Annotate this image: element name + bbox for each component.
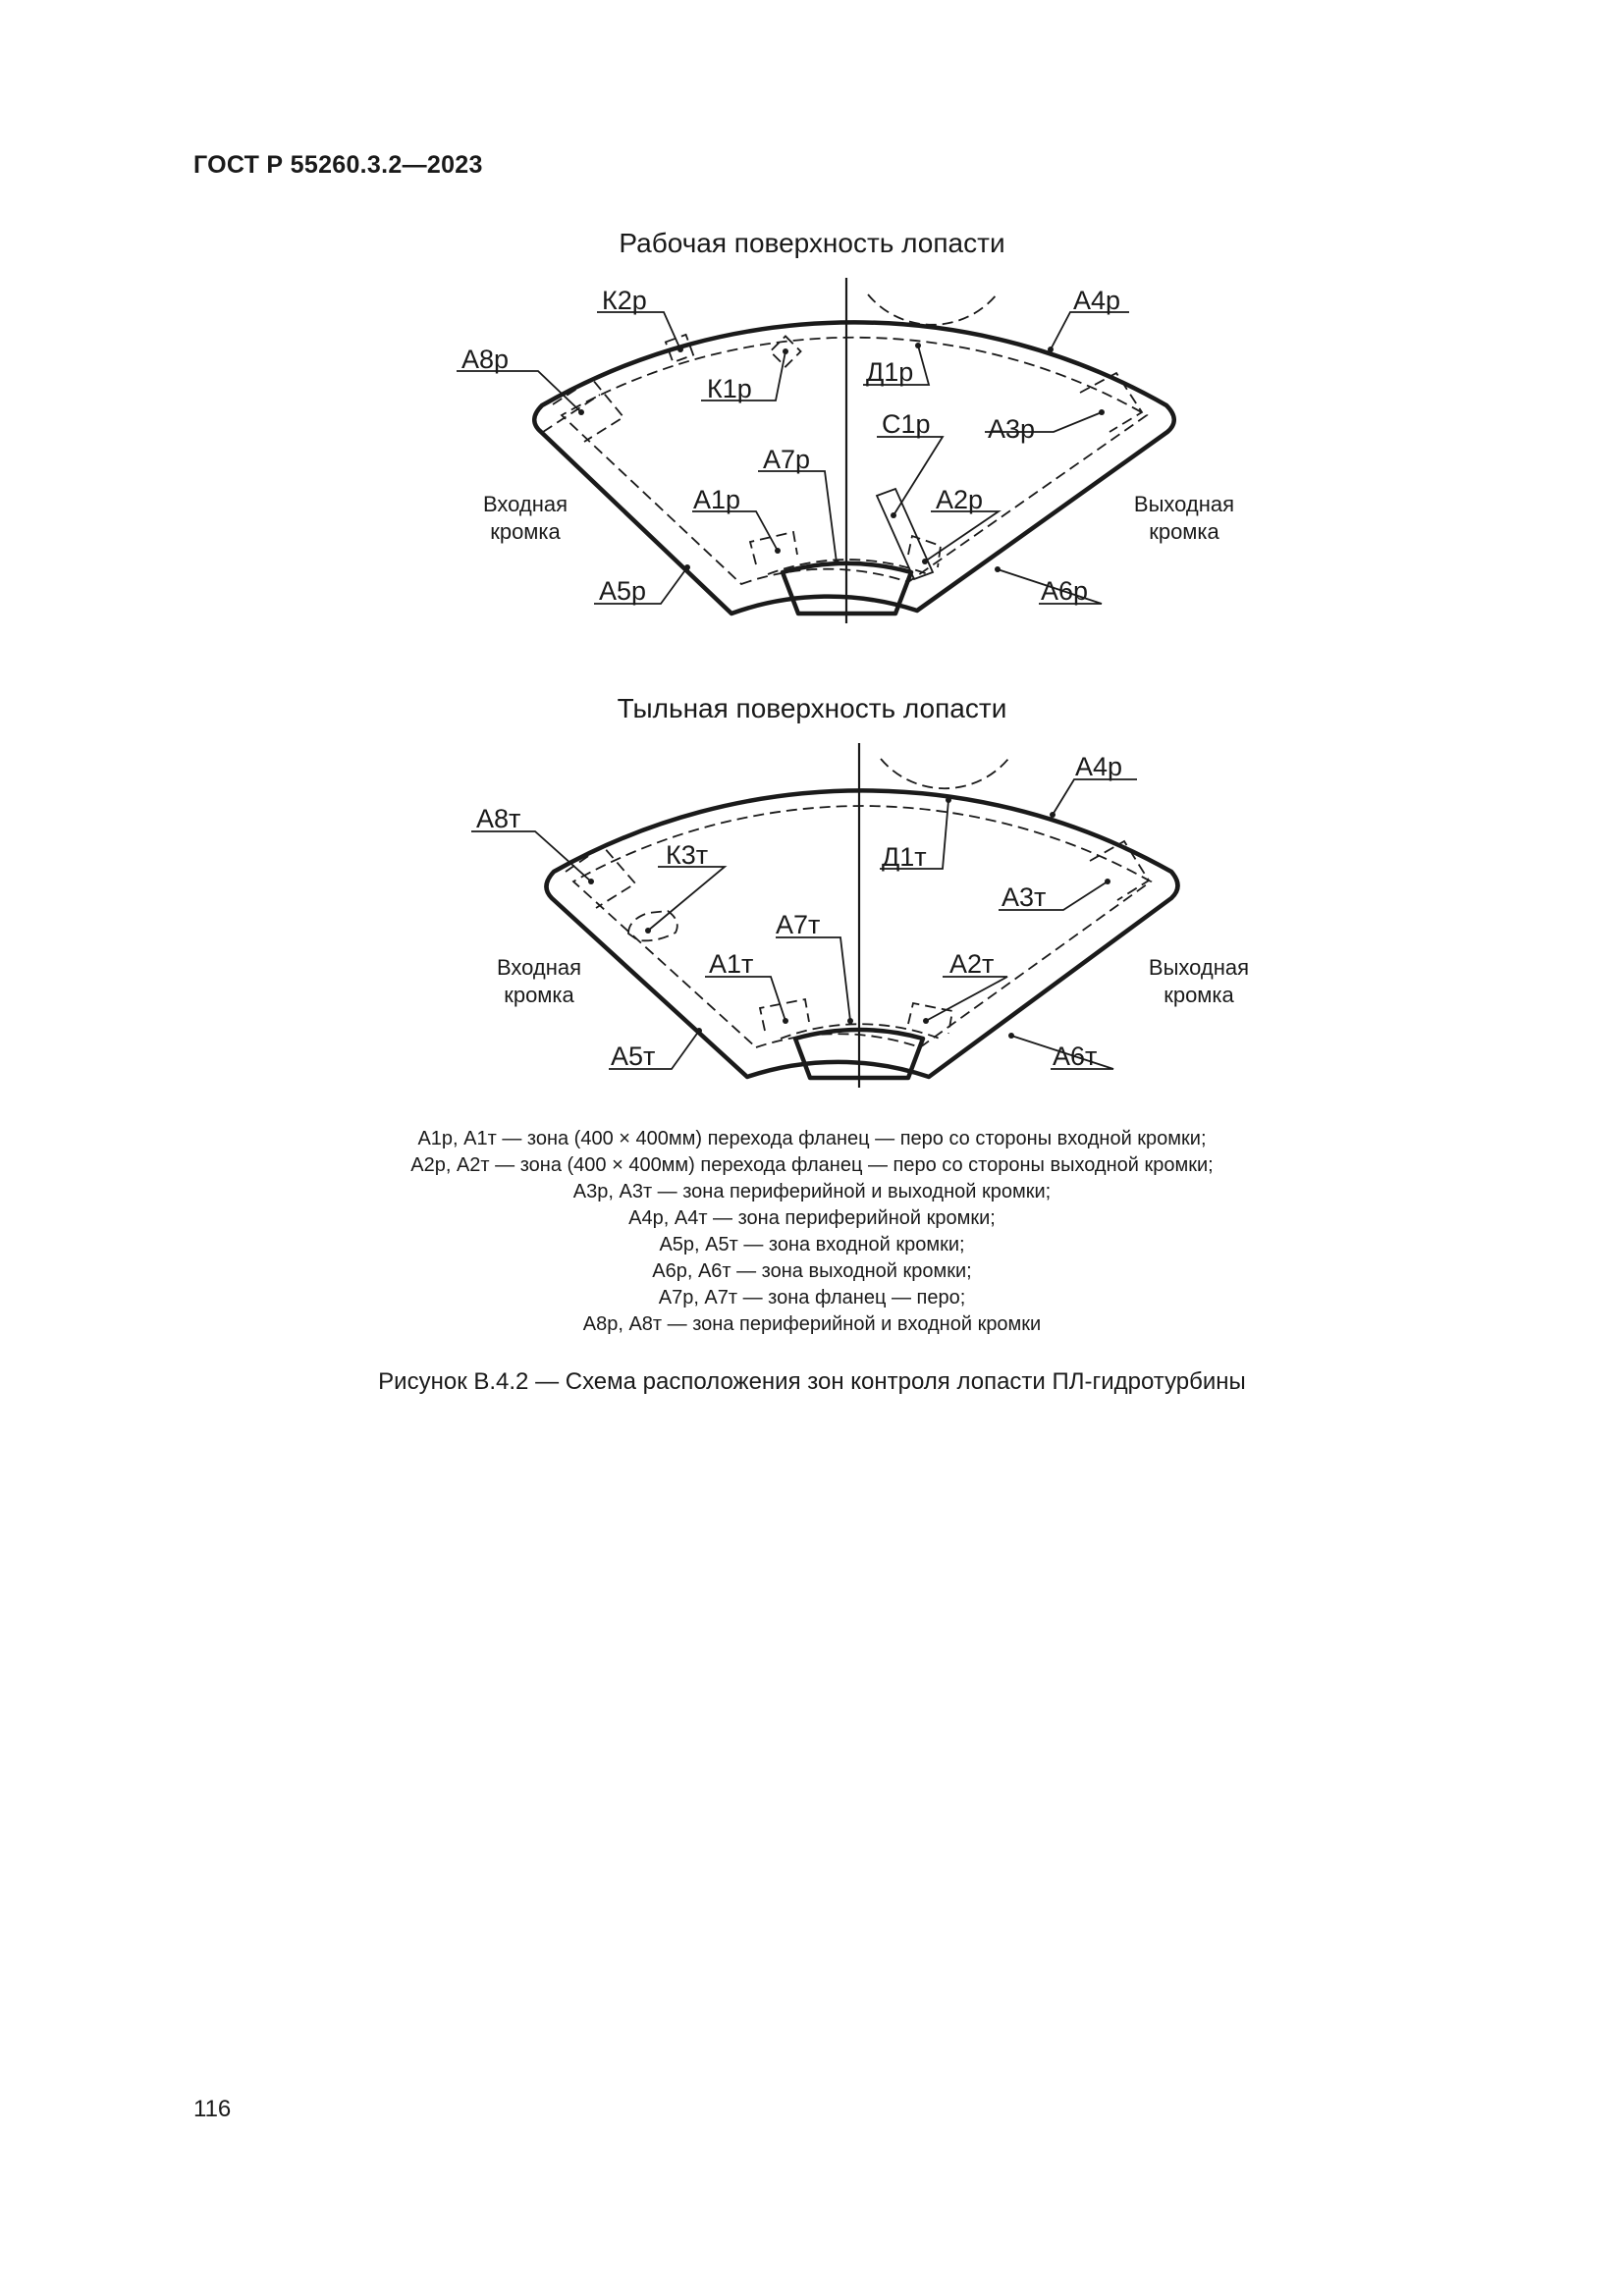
label-a4: А4р (1075, 752, 1123, 781)
figure2-title: Тыльная поверхность лопасти (617, 693, 1007, 723)
label-a4: А4р (1073, 286, 1121, 315)
outlet-edge-line1: Выходная (1148, 955, 1250, 980)
document-header: ГОСТ Р 55260.3.2—2023 (193, 151, 483, 179)
label-a5: А5т (611, 1041, 656, 1071)
legend-line: А8р, А8т — зона периферийной и входной кромки (582, 1313, 1042, 1335)
label-a3: А3р (988, 414, 1036, 444)
legend-line: А4р, А4т — зона периферийной кромки; (628, 1207, 996, 1229)
legend-line: А1р, А1т — зона (400 × 400мм) перехода фланец — перо со стороны входной кромки; (417, 1128, 1207, 1149)
label-a1: А1р (693, 485, 741, 514)
label-a5: А5р (599, 576, 647, 606)
page-number: 116 (193, 2096, 232, 2122)
label-a7: А7р (763, 445, 811, 474)
inlet-edge-line2: кромка (490, 519, 561, 544)
d1-zone (881, 759, 1008, 788)
label-k1: К1р (707, 374, 752, 403)
inlet-edge-line1: Входная (482, 492, 568, 516)
label-a8: А8т (476, 804, 521, 833)
figure-caption: Рисунок В.4.2 — Схема расположения зон контроля лопасти ПЛ-гидротурбины (378, 1368, 1246, 1395)
label-a1: А1т (709, 949, 754, 979)
outlet-edge-line1: Выходная (1133, 492, 1235, 516)
label-d1: Д1т (882, 842, 927, 872)
label-a2: А2т (949, 949, 995, 979)
figure1-title: Рабочая поверхность лопасти (619, 228, 1005, 258)
outlet-edge-line2: кромка (1164, 983, 1234, 1007)
a1-zone (760, 999, 809, 1031)
legend-line: А5р, А5т — зона входной кромки; (659, 1234, 965, 1255)
legend-line: А2р, А2т — зона (400 × 400мм) перехода фланец — перо со стороны выходной кромки; (410, 1154, 1214, 1176)
inlet-edge-line2: кромка (504, 983, 574, 1007)
label-a6: А6р (1041, 576, 1089, 606)
figure-legend (0, 1126, 1624, 1338)
label-a3: А3т (1001, 882, 1047, 912)
legend-line: А3р, А3т — зона периферийной и выходной кромки; (572, 1181, 1052, 1202)
label-a8: А8р (461, 345, 510, 374)
legend-line: А6р, А6т — зона выходной кромки; (652, 1260, 972, 1282)
label-d1: Д1р (866, 357, 914, 387)
inner-dashed-contour (573, 806, 1151, 1047)
label-a6: А6т (1053, 1041, 1098, 1071)
label-c1: С1р (882, 409, 931, 439)
label-a2: А2р (936, 485, 984, 514)
label-k3: К3т (666, 840, 709, 870)
inlet-edge-line1: Входная (496, 955, 582, 980)
outlet-edge-line2: кромка (1149, 519, 1219, 544)
label-k2: К2р (602, 286, 647, 315)
label-a7: А7т (776, 910, 821, 939)
a3-zone (1090, 841, 1149, 900)
legend-line: А7р, А7т — зона фланец — перо; (658, 1287, 966, 1308)
a8-zone (566, 846, 635, 908)
blade-outline (546, 790, 1177, 1077)
